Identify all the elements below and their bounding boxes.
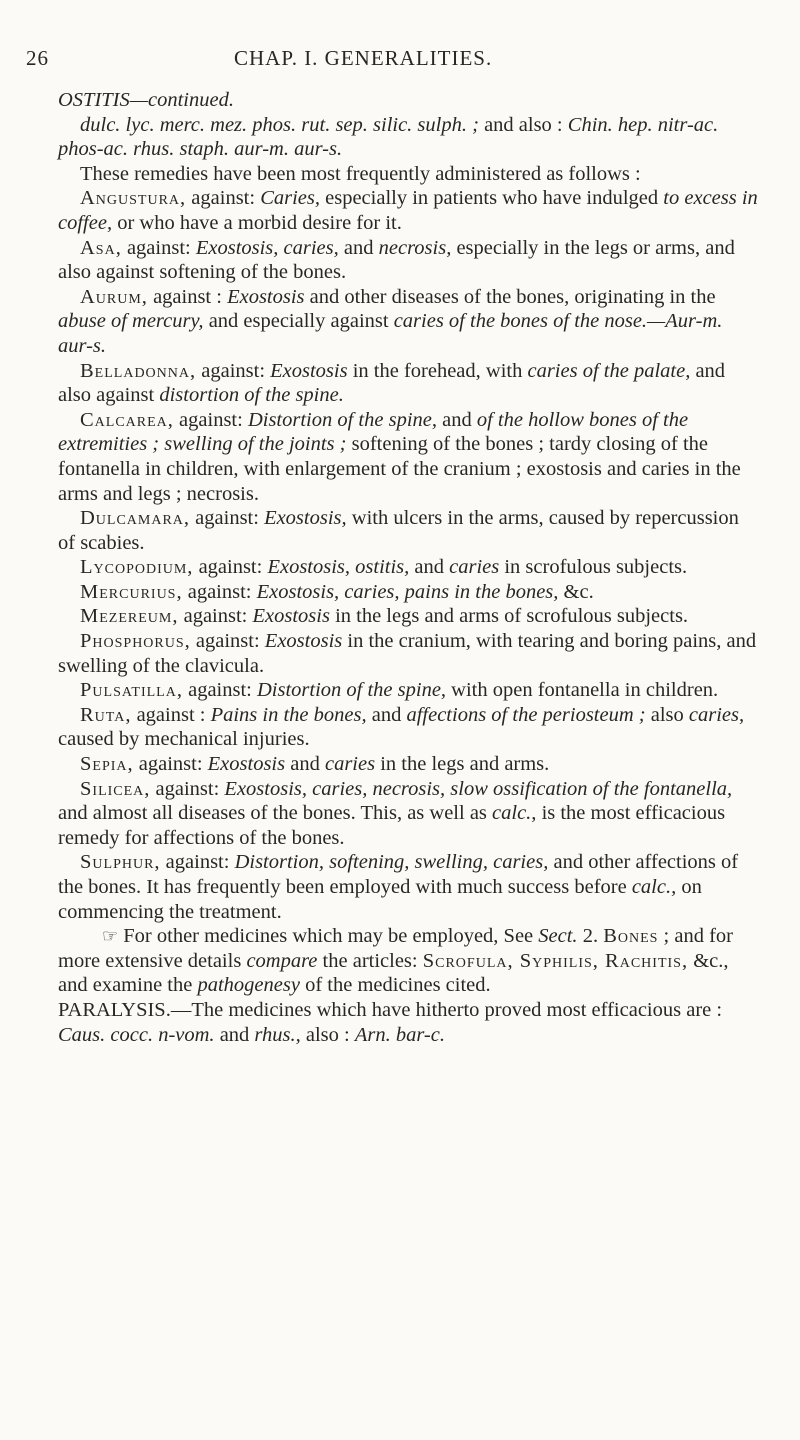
entry-angustura: Angustura, against: Caries, especially in patients who have indulged to excess in coffee, or who have a morbid desire for it.: [58, 187, 758, 234]
entry-sepia: Sepia, against: Exostosis and caries in the legs and arms.: [80, 753, 550, 776]
entry-ruta: Ruta, against : Pains in the bones, and affections of the periosteum ; also caries, caused by mechanical injuries.: [58, 703, 745, 751]
entry-silicea: Silicea, against: Exostosis, caries, necrosis, slow ossification of the fontanella, and almost all diseases of the bones. This, as well as calc., is the most efficacious remedy for affections of the bones.: [58, 777, 733, 849]
pointing-hand-icon: ☞: [102, 926, 119, 947]
entry-dulcamara: Dulcamara, against: Exostosis, with ulcers in the arms, caused by repercussion of scabies.: [58, 507, 739, 554]
entry-sulphur: Sulphur, against: Distortion, softening, swelling, caries, and other affections of the bones. It has frequently been employed with much success before calc., on commencing the treatment.: [58, 851, 739, 923]
entry-aurum: Aurum, against : Exostosis and other diseases of the bones, originating in the abuse of mercury, and especially against caries of the bones of the nose.—Aur-m. aur-s.: [58, 285, 723, 357]
entry-asa: Asa, against: Exostosis, caries, and necrosis, especially in the legs or arms, and also against softening of the bones.: [58, 236, 735, 284]
entry-lycopodium: Lycopodium, against: Exostosis, ostitis, and caries in scrofulous subjects.: [80, 556, 688, 579]
intro-paragraph: dulc. lyc. merc. mez. phos. rut. sep. silic. sulph. ; and also : Chin. hep. nitr-ac. phos-ac. rhus. staph. aur-m. aur-s.: [58, 113, 719, 161]
entry-calcarea: Calcarea, against: Distortion of the spine, and of the hollow bones of the extremities ; swelling of the joints ; softening of the bones ; tardy closing of the fontanella in children, with enlargement of the cranium ; exostosis and caries in the arms and legs ; necrosis.: [58, 408, 741, 505]
entry-mezereum: Mezereum, against: Exostosis in the legs and arms of scrofulous subjects.: [80, 605, 689, 628]
page-body: [58, 88, 758, 1047]
note-paragraph: ☞ For other medicines which may be employed, See Sect. 2. Bones ; and for more extensive details compare the articles: Scrofula, Syphilis, Rachitis, &c., and examine the pathogenesy of the medicines cited.: [58, 925, 733, 997]
section-title: OSTITIS—continued.: [58, 89, 234, 111]
entry-phosphorus: Phosphorus, against: Exostosis in the cranium, with tearing and boring pains, and swelling of the clavicula.: [58, 630, 757, 677]
paralysis-paragraph: PARALYSIS.—The medicines which have hitherto proved most efficacious are : Caus. cocc. n-vom. and rhus., also : Arn. bar-c.: [58, 998, 723, 1046]
follows-paragraph: These remedies have been most frequently administered as follows :: [80, 162, 641, 185]
chapter-title: CHAP. I. GENERALITIES.: [234, 46, 493, 70]
entry-pulsatilla: Pulsatilla, against: Distortion of the spine, with open fontanella in children.: [80, 679, 719, 702]
entry-mercurius: Mercurius, against: Exostosis, caries, pains in the bones, &c.: [80, 580, 594, 603]
page-number: 26: [26, 46, 49, 70]
entry-belladonna: Belladonna, against: Exostosis in the forehead, with caries of the palate, and also against distortion of the spine.: [58, 359, 726, 407]
paralysis-heading: PARALYSIS.: [58, 998, 171, 1021]
